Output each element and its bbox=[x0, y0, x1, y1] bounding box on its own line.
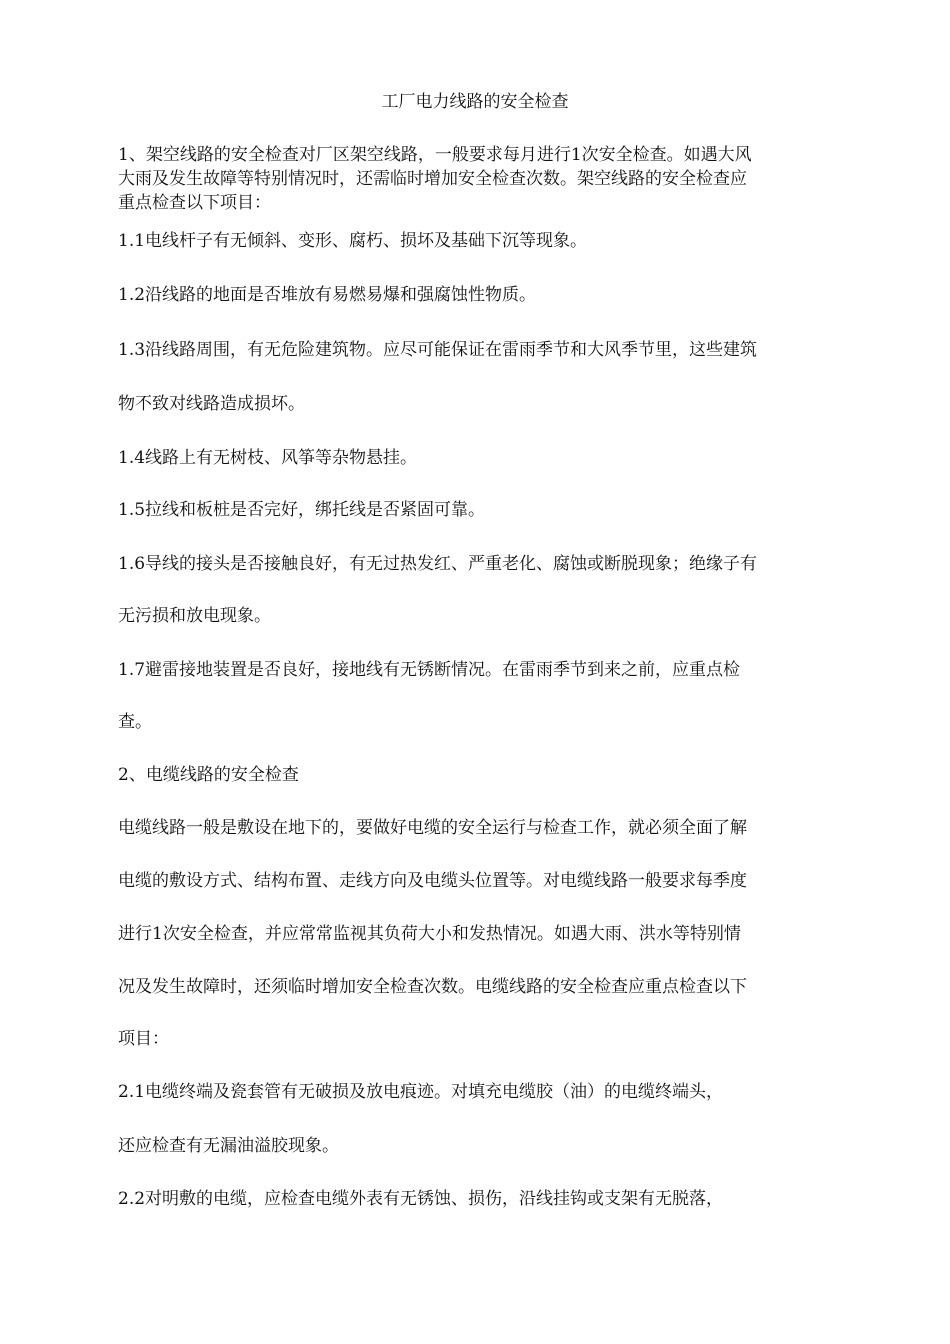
item-1-1: 1.1电线杆子有无倾斜、变形、腐朽、损坏及基础下沉等现象。 bbox=[118, 231, 588, 251]
section-2-line-2: 电缆的敷设方式、结构布置、走线方向及电缆头位置等。对电缆线路一般要求每季度 bbox=[118, 871, 747, 891]
item-1-7-line-2: 查。 bbox=[118, 712, 152, 732]
item-2-2: 2.2对明敷的电缆，应检查电缆外表有无锈蚀、损伤，沿线挂钩或支架有无脱落， bbox=[118, 1189, 724, 1209]
item-1-6-line-1: 1.6导线的接头是否接触良好，有无过热发红、严重老化、腐蚀或断脱现象；绝缘子有 bbox=[118, 554, 758, 574]
intro-paragraph bbox=[118, 143, 843, 215]
section-2-line-5: 项目： bbox=[118, 1029, 169, 1049]
item-2-1-line-1: 2.1电缆终端及瓷套管有无破损及放电痕迹。对填充电缆胶（油）的电缆终端头， bbox=[118, 1082, 724, 1102]
item-1-7-line-1: 1.7避雷接地装置是否良好，接地线有无锈断情况。在雷雨季节到来之前，应重点检 bbox=[118, 660, 741, 680]
item-1-2: 1.2沿线路的地面是否堆放有易燃易爆和强腐蚀性物质。 bbox=[118, 285, 537, 305]
item-1-6-line-2: 无污损和放电现象。 bbox=[118, 606, 271, 626]
item-1-5: 1.5拉线和板桩是否完好，绑托线是否紧固可靠。 bbox=[118, 500, 486, 520]
document-title: 工厂电力线路的安全检查 bbox=[381, 92, 569, 112]
paragraph-line: 重点检查以下项目： bbox=[118, 193, 271, 213]
section-2-line-3: 进行1次安全检查，并应常常监视其负荷大小和发热情况。如遇大雨、洪水等特别情 bbox=[118, 924, 741, 944]
paragraph-line: 大雨及发生故障等特别情况时，还需临时增加安全检查次数。架空线路的安全检查应 bbox=[118, 169, 747, 189]
item-1-4: 1.4线路上有无树枝、风筝等杂物悬挂。 bbox=[118, 448, 418, 468]
section-2-line-4: 况及发生故障时，还须临时增加安全检查次数。电缆线路的安全检查应重点检查以下 bbox=[118, 977, 747, 997]
section-2-heading: 2、电缆线路的安全检查 bbox=[118, 765, 299, 785]
item-2-1-line-2: 还应检查有无漏油溢胶现象。 bbox=[118, 1136, 339, 1156]
item-1-3-line-2: 物不致对线路造成损坏。 bbox=[118, 394, 305, 414]
paragraph-line: 1、架空线路的安全检查对厂区架空线路，一般要求每月进行1次安全检查。如遇大风 bbox=[118, 145, 752, 165]
section-2-line-1: 电缆线路一般是敷设在地下的，要做好电缆的安全运行与检查工作，就必须全面了解 bbox=[118, 818, 747, 838]
item-1-3-line-1: 1.3沿线路周围，有无危险建筑物。应尽可能保证在雷雨季节和大风季节里，这些建筑 bbox=[118, 340, 758, 360]
